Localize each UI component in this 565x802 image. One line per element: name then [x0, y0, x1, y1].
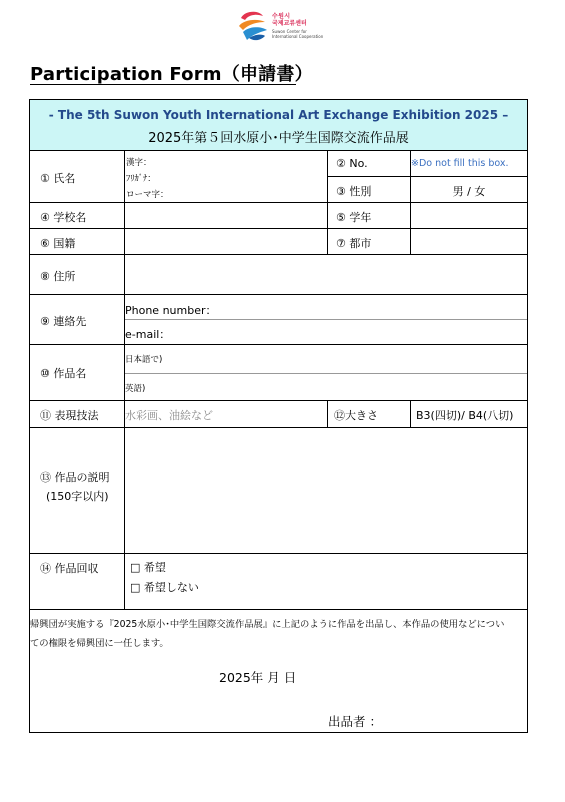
size-options[interactable]: B3(四切)/ B4(八切) — [416, 409, 514, 422]
exhibition-english-title: - The 5th Suwon Youth International Art Exchange Exhibition 2025 – — [48, 108, 509, 122]
work-title-japanese-field[interactable]: 日本語で) — [125, 355, 163, 365]
technique-label: ⑪ 表現技法 — [40, 409, 99, 422]
logo-emblem-icon — [235, 8, 271, 44]
city-label: ⑦ 都市 — [336, 237, 372, 250]
technique-field[interactable]: 水彩画、油絵など — [125, 409, 213, 422]
divider — [124, 319, 527, 320]
agreement-text-line1: 帰興団が実施する『2025水原小･中学生国際交流作品展』に上記のように作品を出品し、本作品の使用などについ — [30, 619, 505, 630]
email-field[interactable]: e-mail： — [125, 328, 171, 341]
name-kanji-field[interactable]: 漢字： — [126, 158, 152, 168]
grade-label: ⑤ 学年 — [336, 211, 372, 224]
name-label: ① 氏名 — [40, 172, 76, 185]
return-label: ⑭ 作品回収 — [40, 562, 99, 575]
phone-field[interactable]: Phone number： — [125, 304, 217, 317]
divider — [30, 553, 527, 554]
size-label: ⑫大きさ — [334, 409, 378, 422]
divider — [30, 202, 527, 203]
divider — [327, 176, 527, 177]
logo-korean-line1: 수원시 — [272, 12, 291, 20]
nationality-label: ⑥ 国籍 — [40, 237, 76, 250]
name-romaji-field[interactable]: ローマ字： — [126, 190, 169, 200]
contact-label: ⑨ 連絡先 — [40, 315, 87, 328]
agreement-text-line2: ての権限を帰興団に一任します。 — [30, 638, 169, 649]
return-option-yes[interactable]: □ 希望 — [130, 561, 166, 574]
name-furigana-field[interactable]: ﾌﾘｶﾞﾅ： — [126, 174, 156, 184]
form-header — [30, 100, 527, 151]
date-line[interactable]: 2025年 月 日 — [219, 670, 297, 685]
divider — [30, 400, 527, 401]
number-label: ② No. — [336, 157, 368, 170]
gender-label: ③ 性別 — [336, 185, 372, 198]
return-option-no[interactable]: □ 希望しない — [130, 581, 199, 594]
exhibitor-label: 出品者 ： — [328, 714, 382, 729]
organization-logo — [235, 6, 345, 46]
divider — [30, 609, 527, 610]
divider — [30, 344, 527, 345]
divider — [410, 400, 411, 427]
gender-options[interactable]: 男 / 女 — [452, 185, 486, 198]
description-limit-label: (150字以内) — [46, 490, 109, 503]
divider — [30, 254, 527, 255]
work-title-english-field[interactable]: 英語) — [125, 384, 146, 394]
description-field[interactable] — [125, 428, 526, 552]
divider — [30, 294, 527, 295]
title-underline — [30, 84, 296, 85]
school-label: ④ 学校名 — [40, 211, 87, 224]
logo-english-line2: International Cooperation — [272, 33, 324, 39]
divider — [327, 400, 328, 427]
logo-korean-line2: 국제교류센터 — [272, 19, 307, 27]
logo-english-line1: Suwon Center for — [272, 28, 307, 34]
divider — [124, 373, 527, 374]
divider — [30, 228, 527, 229]
address-label: ⑧ 住所 — [40, 270, 76, 283]
work-title-label: ⑩ 作品名 — [40, 367, 87, 380]
exhibition-japanese-title: 2025年第５回水原小･中学生国際交流作品展 — [148, 131, 409, 146]
application-form — [29, 99, 528, 733]
number-note: ※Do not fill this box. — [411, 158, 509, 169]
divider — [327, 151, 328, 254]
description-label: ⑬ 作品の説明 — [40, 471, 110, 484]
form-title: Participation Form（申請書） — [30, 64, 313, 85]
